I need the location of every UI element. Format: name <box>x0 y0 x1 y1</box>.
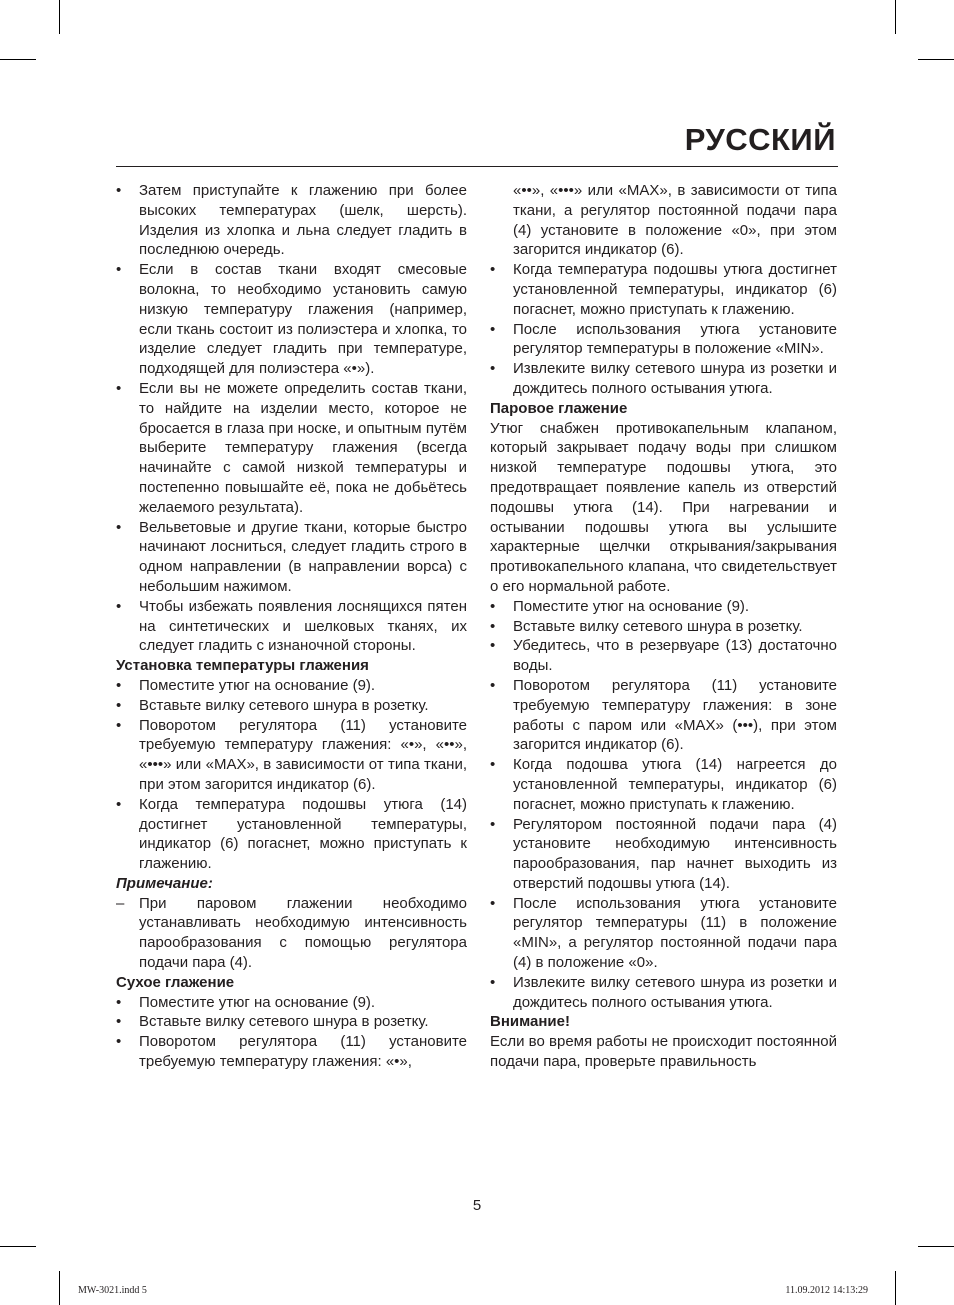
list-item-text: После использования утюга установите регулятор температуры (11) в положение «MIN», а регулятор постоянной подачи пара (4) в положение «0». <box>513 894 837 972</box>
list-item <box>116 597 467 656</box>
list-item <box>490 755 837 814</box>
note-title: Примечание: <box>116 874 213 892</box>
bullet-marker: • <box>490 617 496 635</box>
list-item <box>116 993 467 1013</box>
bullet-marker: • <box>116 696 122 714</box>
list-item <box>490 894 837 973</box>
footer-timestamp: 11.09.2012 14:13:29 <box>785 1285 868 1296</box>
list-item <box>490 260 837 319</box>
crop-mark <box>895 0 896 34</box>
warning-text: Если во время работы не происходит постоянной подачи пара, проверьте правильность <box>490 1033 837 1071</box>
crop-mark <box>0 1246 36 1247</box>
list-item-text: Регулятором постоянной подачи пара (4) установите необходимую интенсивность парообразования, пар начнет выходить из отверстий подошвы утюга (14). <box>513 815 837 892</box>
bullet-marker: • <box>490 320 496 338</box>
bullet-marker: • <box>490 815 496 833</box>
bullet-marker: • <box>116 379 122 397</box>
list-item <box>490 617 837 637</box>
list-item <box>490 676 837 755</box>
list-item-text: Когда подошва утюга (14) нагреется до установленной температуры, индикатор (6) погаснет, можно приступать к глажению. <box>513 756 837 813</box>
bullet-marker: • <box>116 182 122 199</box>
list-item <box>490 973 837 1013</box>
bullet-marker: • <box>490 597 496 615</box>
bullet-marker: • <box>116 597 122 615</box>
steam-ironing-list <box>490 597 837 1013</box>
bullet-marker: • <box>490 894 496 912</box>
temperature-section-title: Установка температуры глажения <box>116 657 369 675</box>
list-item-text: Поворотом регулятора (11) установите требуемую температуру глажения: «•», «••», «•••» или «MAX», в зависимости от типа ткани, при этом загорится индикатор (6). <box>139 716 467 793</box>
list-item <box>490 359 837 399</box>
bullet-marker: • <box>490 973 496 991</box>
bullet-marker: • <box>116 716 122 734</box>
warning-title: Внимание! <box>490 1013 570 1031</box>
footer-file-info: MW-3021.indd 5 <box>78 1285 147 1296</box>
bullet-marker: • <box>116 795 122 813</box>
bullet-marker: • <box>116 676 122 694</box>
list-item-text: Поместите утюг на основание (9). <box>139 676 376 694</box>
list-item-text: Когда температура подошвы утюга (14) достигнет установленной температуры, индикатор (6) погаснет, можно приступать к глажению. <box>139 795 467 873</box>
bullet-marker: • <box>116 261 122 279</box>
list-item-text: Поворотом регулятора (11) установите требуемую температуру глажения: в зоне работы с паром или «MAX» (•••), при этом загорится индикатор (6). <box>513 676 837 754</box>
crop-mark <box>895 1271 896 1305</box>
list-item <box>116 716 467 795</box>
list-item <box>490 815 837 894</box>
list-item <box>116 379 467 518</box>
crop-mark <box>0 59 36 60</box>
bullet-marker: • <box>490 261 496 279</box>
list-item <box>116 518 467 597</box>
bullet-marker: • <box>116 1033 122 1051</box>
bullet-marker: • <box>490 637 496 655</box>
steam-ironing-title: Паровое глажение <box>490 399 628 417</box>
list-item <box>116 260 467 379</box>
list-item-text: Чтобы избежать появления лоснящихся пятен на синтетических и шелковых тканях, их следует гладить с изнаночной стороны. <box>139 597 467 655</box>
list-item <box>116 1012 467 1032</box>
list-item <box>490 597 837 617</box>
list-item <box>116 1032 467 1072</box>
left-column <box>116 181 467 1072</box>
bullet-marker: • <box>490 756 496 774</box>
dry-ironing-title: Сухое глажение <box>116 973 235 991</box>
bullet-marker: • <box>490 360 496 378</box>
list-item-text: После использования утюга установите регулятор температуры в положение «MIN». <box>513 320 837 358</box>
list-item-text: Извлеките вилку сетевого шнура из розетки и дождитесь полного остывания утюга. <box>513 360 837 397</box>
list-item-text: Когда температура подошвы утюга достигнет установленной температуры, индикатор (6) погаснет, можно приступать к глажению. <box>513 261 837 318</box>
dry-ironing-list-continued <box>490 260 837 399</box>
dry-ironing-continuation: «••», «•••» или «MAX», в зависимости от типа ткани, а регулятор постоянной подачи пара (4) установите в положение «0», при этом загорится индикатор (6). <box>513 182 837 259</box>
list-item-text: При паровом глажении необходимо устанавливать необходимую интенсивность парообразования с помощью регулятора подачи пара (4). <box>139 894 467 972</box>
list-item-text: Вельветовые и другие ткани, которые быстро начинают лосниться, следует гладить строго в одном направлении (в направлении ворса) с небольшим нажимом. <box>139 518 467 595</box>
list-item-text: Поместите утюг на основание (9). <box>513 597 750 615</box>
intro-list <box>116 181 467 656</box>
list-item <box>490 320 837 360</box>
temperature-list <box>116 676 467 874</box>
list-item <box>116 676 467 696</box>
crop-mark <box>918 59 954 60</box>
bullet-marker: • <box>116 518 122 536</box>
bullet-marker: • <box>116 993 122 1011</box>
right-column <box>490 181 837 1072</box>
list-item-text: Если вы не можете определить состав ткани, то найдите на изделии место, которое не бросается в глаза при носке, и опытным путём выберите температуру глажения (всегда начинайте с самой низкой температуры и постепенно повышайте её, пока не добьётесь желаемого результата). <box>139 379 467 516</box>
crop-mark <box>59 1271 60 1305</box>
note-list <box>116 894 467 973</box>
list-item <box>116 795 467 874</box>
list-item-text: Затем приступайте к глажению при более высоких температурах (шелк, шерсть). Изделия из хлопка и льна следует гладить в последнюю очередь. <box>139 182 467 259</box>
heading-rule <box>116 166 838 167</box>
crop-mark <box>59 0 60 34</box>
page-heading: РУССКИЙ <box>684 122 836 157</box>
list-item-text: Вставьте вилку сетевого шнура в розетку. <box>139 1013 429 1031</box>
list-item <box>490 636 837 676</box>
list-item <box>116 181 467 260</box>
list-item <box>116 894 467 973</box>
list-item-text: Поместите утюг на основание (9). <box>139 993 376 1011</box>
dry-ironing-list <box>116 993 467 1072</box>
bullet-marker: • <box>116 1013 122 1031</box>
list-item-text: Поворотом регулятора (11) установите требуемую температуру глажения: «•», <box>139 1033 467 1071</box>
list-item-text: Вставьте вилку сетевого шнура в розетку. <box>139 696 429 714</box>
list-item-text: Вставьте вилку сетевого шнура в розетку. <box>513 617 803 635</box>
bullet-marker: – <box>116 894 125 912</box>
steam-ironing-paragraph: Утюг снабжен противокапельным клапаном, который закрывает подачу воды при слишком низкой температуре подошвы утюга, это предотвращает появление капель из отверстий подошвы утюга (14). При нагревании и остывании подошвы утюга вы услышите характерные щелчки открывания/закрывания противокапельного клапана, что свидетельствует о его нормальной работе. <box>490 419 837 595</box>
list-item-text: Убедитесь, что в резервуаре (13) достаточно воды. <box>513 637 837 675</box>
crop-mark <box>918 1246 954 1247</box>
list-item <box>116 696 467 716</box>
bullet-marker: • <box>490 676 496 694</box>
list-item-text: Если в состав ткани входят смесовые волокна, то необходимо установить самую низкую температуру глажения (например, если ткань состоит из полиэстера и хлопка, то изделие следует гладить при температуре, подходящей для полиэстера «•»). <box>139 261 467 378</box>
page-number: 5 <box>472 1197 482 1214</box>
list-item-text: Извлеките вилку сетевого шнура из розетки и дождитесь полного остывания утюга. <box>513 973 837 1011</box>
